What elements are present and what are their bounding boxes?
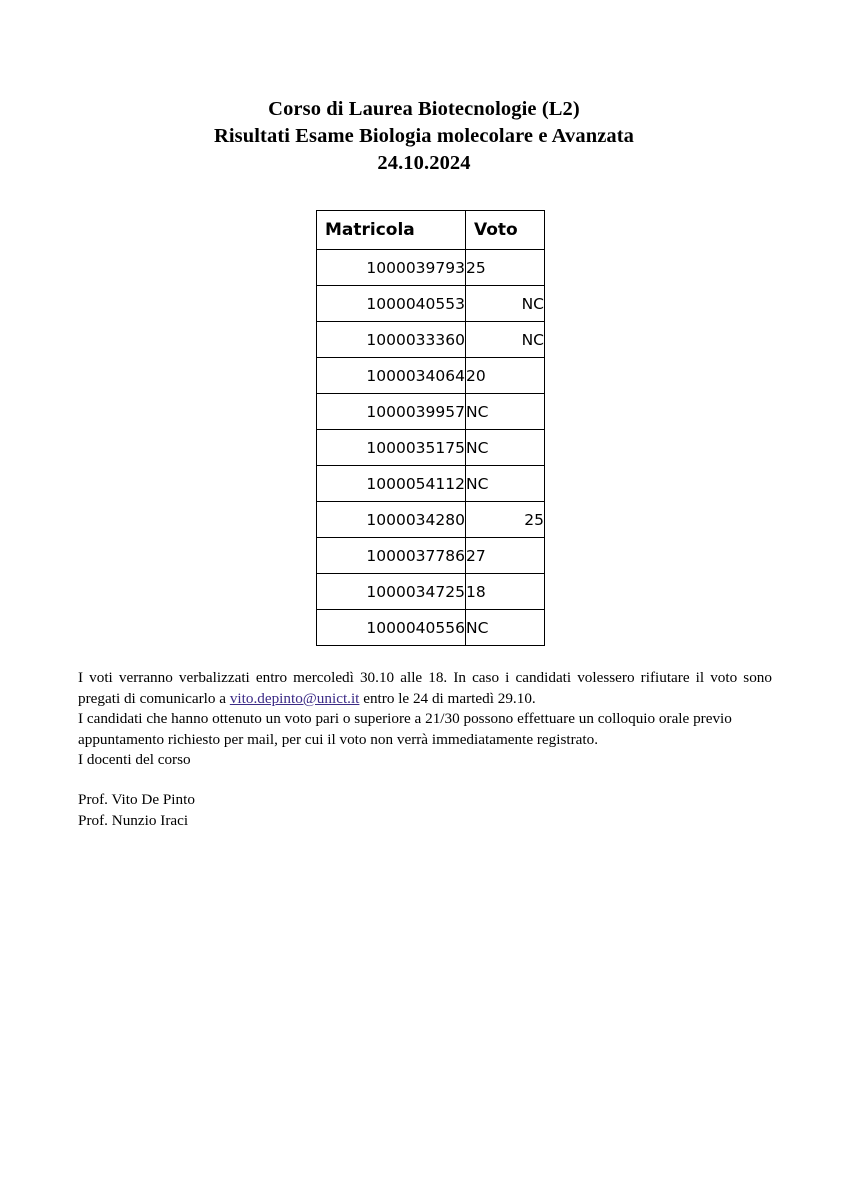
table-row [317, 430, 545, 466]
cell-matricola: 1000034280 [317, 502, 466, 538]
notes-paragraph-1 [78, 668, 772, 709]
table-header-row [317, 211, 545, 250]
title-line-2: Risultati Esame Biologia molecolare e Avanzata [213, 125, 635, 147]
table-row [317, 466, 545, 502]
notes-paragraph-1-text-after: entro le 24 di martedì 29.10. [359, 689, 536, 707]
notes-paragraph-3: I docenti del corso [78, 751, 191, 768]
table-row [317, 250, 545, 286]
signature-block [78, 790, 195, 831]
table-row [317, 574, 545, 610]
notes-paragraph-1-text-before: I voti verranno verbalizzati entro mercoledì 30.10 alle 18. In caso i candidati volessero rifiutare il voto sono pregati di comunicarlo a [78, 669, 772, 707]
email-link[interactable]: vito.depinto@unict.it [229, 689, 360, 707]
cell-voto: 20 [466, 358, 545, 394]
table-row [317, 358, 545, 394]
cell-matricola: 1000039793 [317, 250, 466, 286]
results-table [316, 210, 545, 646]
cell-voto: 27 [466, 538, 545, 574]
cell-voto: NC [466, 394, 545, 430]
cell-matricola: 1000035175 [317, 430, 466, 466]
cell-voto: NC [466, 322, 545, 358]
cell-voto: 25 [466, 502, 545, 538]
document-title [0, 96, 848, 177]
signature-line-1: Prof. Vito De Pinto [78, 791, 195, 808]
table-row [317, 610, 545, 646]
column-header-voto: Voto [466, 211, 545, 250]
cell-voto: NC [466, 610, 545, 646]
cell-voto: NC [466, 286, 545, 322]
cell-matricola: 1000034064 [317, 358, 466, 394]
cell-matricola: 1000054112 [317, 466, 466, 502]
table-row [317, 538, 545, 574]
cell-matricola: 1000039957 [317, 394, 466, 430]
title-line-3: 24.10.2024 [377, 152, 471, 174]
notes-paragraph-2: I candidati che hanno ottenuto un voto pari o superiore a 21/30 possono effettuare un colloquio orale previo appuntamento richiesto per mail, per cui il voto non verrà immediatamente registrato. [78, 710, 732, 748]
column-header-matricola: Matricola [317, 211, 466, 250]
cell-matricola: 1000037786 [317, 538, 466, 574]
cell-matricola: 1000034725 [317, 574, 466, 610]
signature-line-2: Prof. Nunzio Iraci [78, 811, 189, 829]
cell-voto: NC [466, 466, 545, 502]
cell-voto: 18 [466, 574, 545, 610]
cell-matricola: 1000040553 [317, 286, 466, 322]
table-row [317, 502, 545, 538]
table-body [317, 250, 545, 646]
cell-matricola: 1000033360 [317, 322, 466, 358]
notes-block [78, 668, 772, 771]
cell-matricola: 1000040556 [317, 610, 466, 646]
title-line-1: Corso di Laurea Biotecnologie (L2) [268, 98, 580, 120]
cell-voto: NC [466, 430, 545, 466]
table-row [317, 394, 545, 430]
table-row [317, 286, 545, 322]
cell-voto: 25 [466, 250, 545, 286]
table-row [317, 322, 545, 358]
